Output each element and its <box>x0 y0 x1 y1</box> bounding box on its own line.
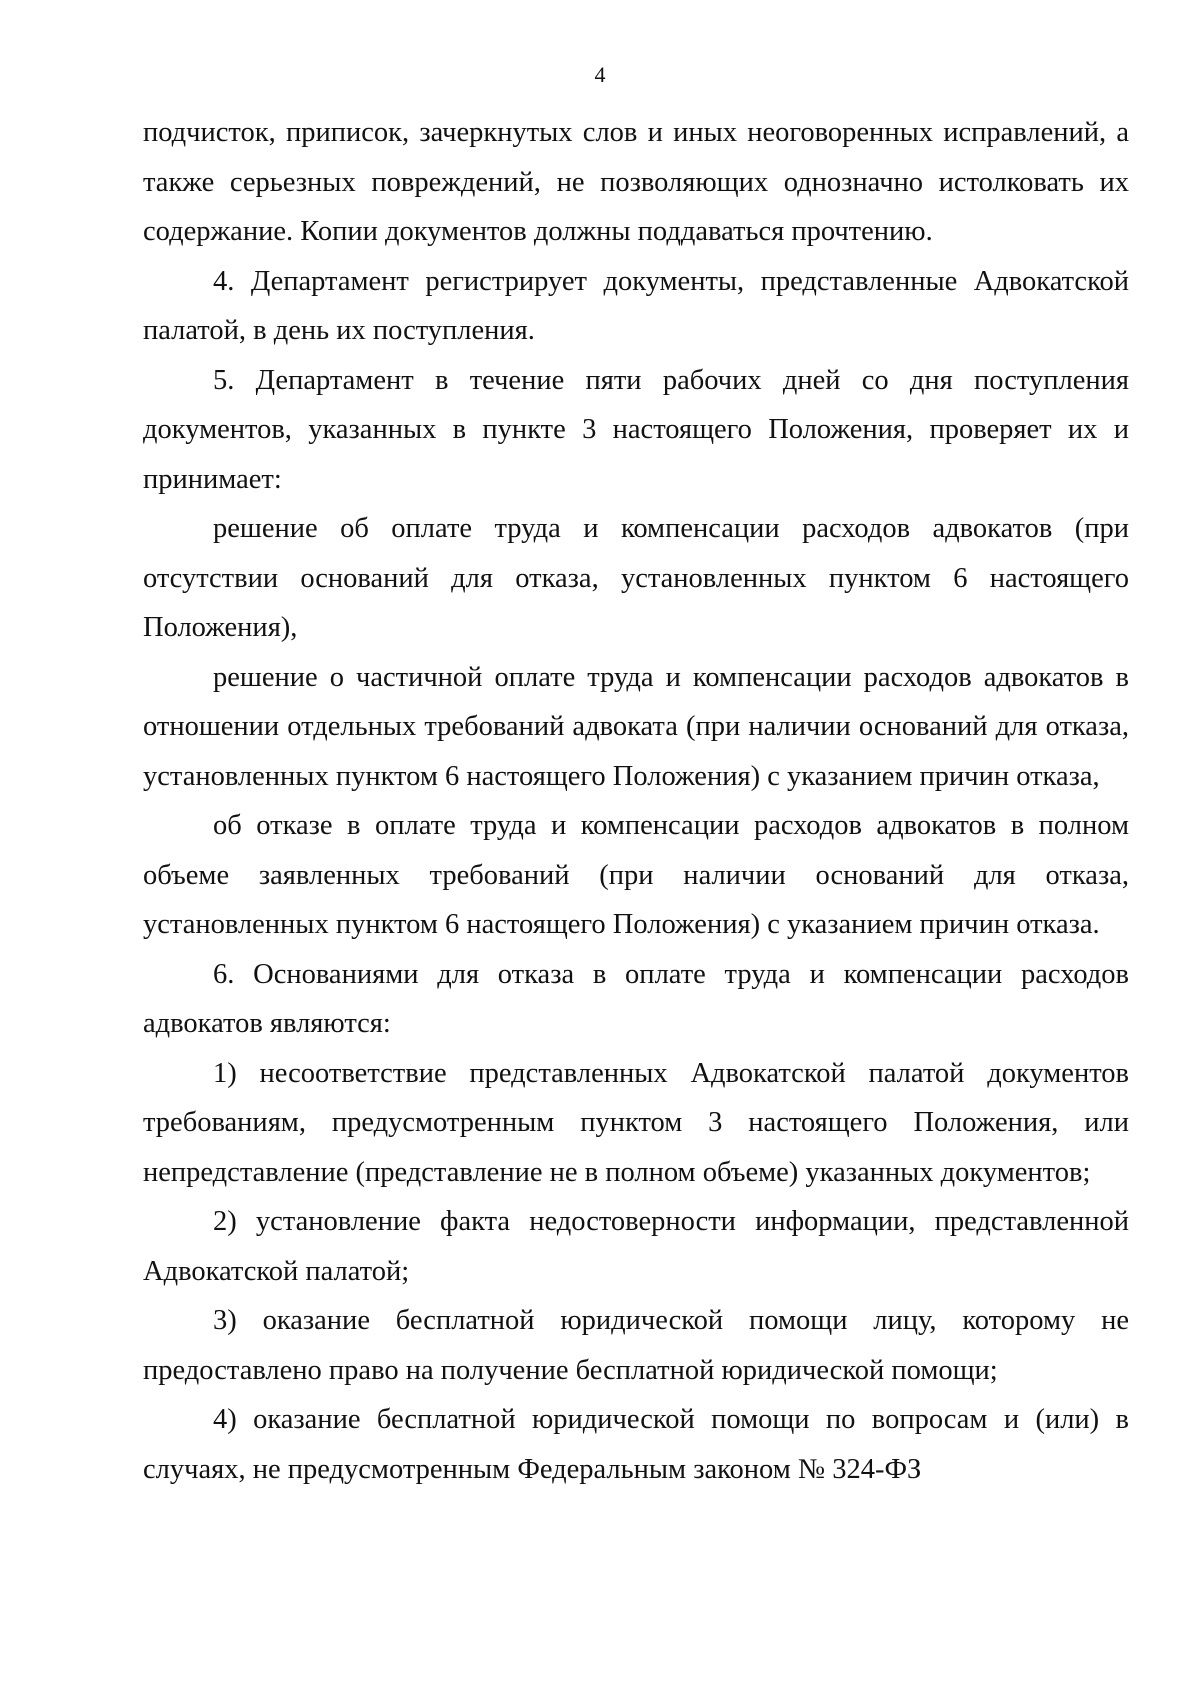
paragraph-item-4: 4. Департамент регистрирует документы, представленные Адвокатской палатой, в день их поступления. <box>143 265 1129 346</box>
document-body <box>143 108 1129 1494</box>
paragraph-item-6: 6. Основаниями для отказа в оплате труда и компенсации расходов адвокатов являются: <box>143 958 1129 1039</box>
paragraph-continuation: подчисток, приписок, зачеркнутых слов и иных неоговоренных исправлений, а также серьезных повреждений, не позволяющих однозначно истолковать их содержание. Копии документов должны поддаваться прочтению. <box>143 117 1129 247</box>
paragraph-decision-partial-payment: решение о частичной оплате труда и компенсации расходов адвокатов в отношении отдельных требований адвоката (при наличии оснований для отказа, установленных пунктом 6 настоящего Положения) с указанием причин отказа, <box>143 661 1129 792</box>
paragraph-decision-payment: решение об оплате труда и компенсации расходов адвокатов (при отсутствии оснований для отказа, установленных пунктом 6 настоящего Положения), <box>143 513 1129 643</box>
page-number: 4 <box>594 62 606 87</box>
paragraph-subitem-4: 4) оказание бесплатной юридической помощи по вопросам и (или) в случаях, не предусмотренным Федеральным законом № 324-ФЗ <box>143 1404 1129 1485</box>
paragraph-decision-refusal: об отказе в оплате труда и компенсации расходов адвокатов в полном объеме заявленных требований (при наличии оснований для отказа, установленных пунктом 6 настоящего Положения) с указанием причин отказа. <box>143 810 1129 940</box>
paragraph-item-5: 5. Департамент в течение пяти рабочих дней со дня поступления документов, указанных в пункте 3 настоящего Положения, проверяет их и принимает: <box>143 364 1129 495</box>
paragraph-subitem-2: 2) установление факта недостоверности информации, представленной Адвокатской палатой; <box>143 1206 1129 1287</box>
paragraph-subitem-3: 3) оказание бесплатной юридической помощи лицу, которому не предоставлено право на получение бесплатной юридической помощи; <box>143 1305 1129 1386</box>
paragraph-subitem-1: 1) несоответствие представленных Адвокатской палатой документов требованиям, предусмотренным пунктом 3 настоящего Положения, или непредставление (представление не в полном объеме) указанных документов; <box>143 1057 1129 1188</box>
